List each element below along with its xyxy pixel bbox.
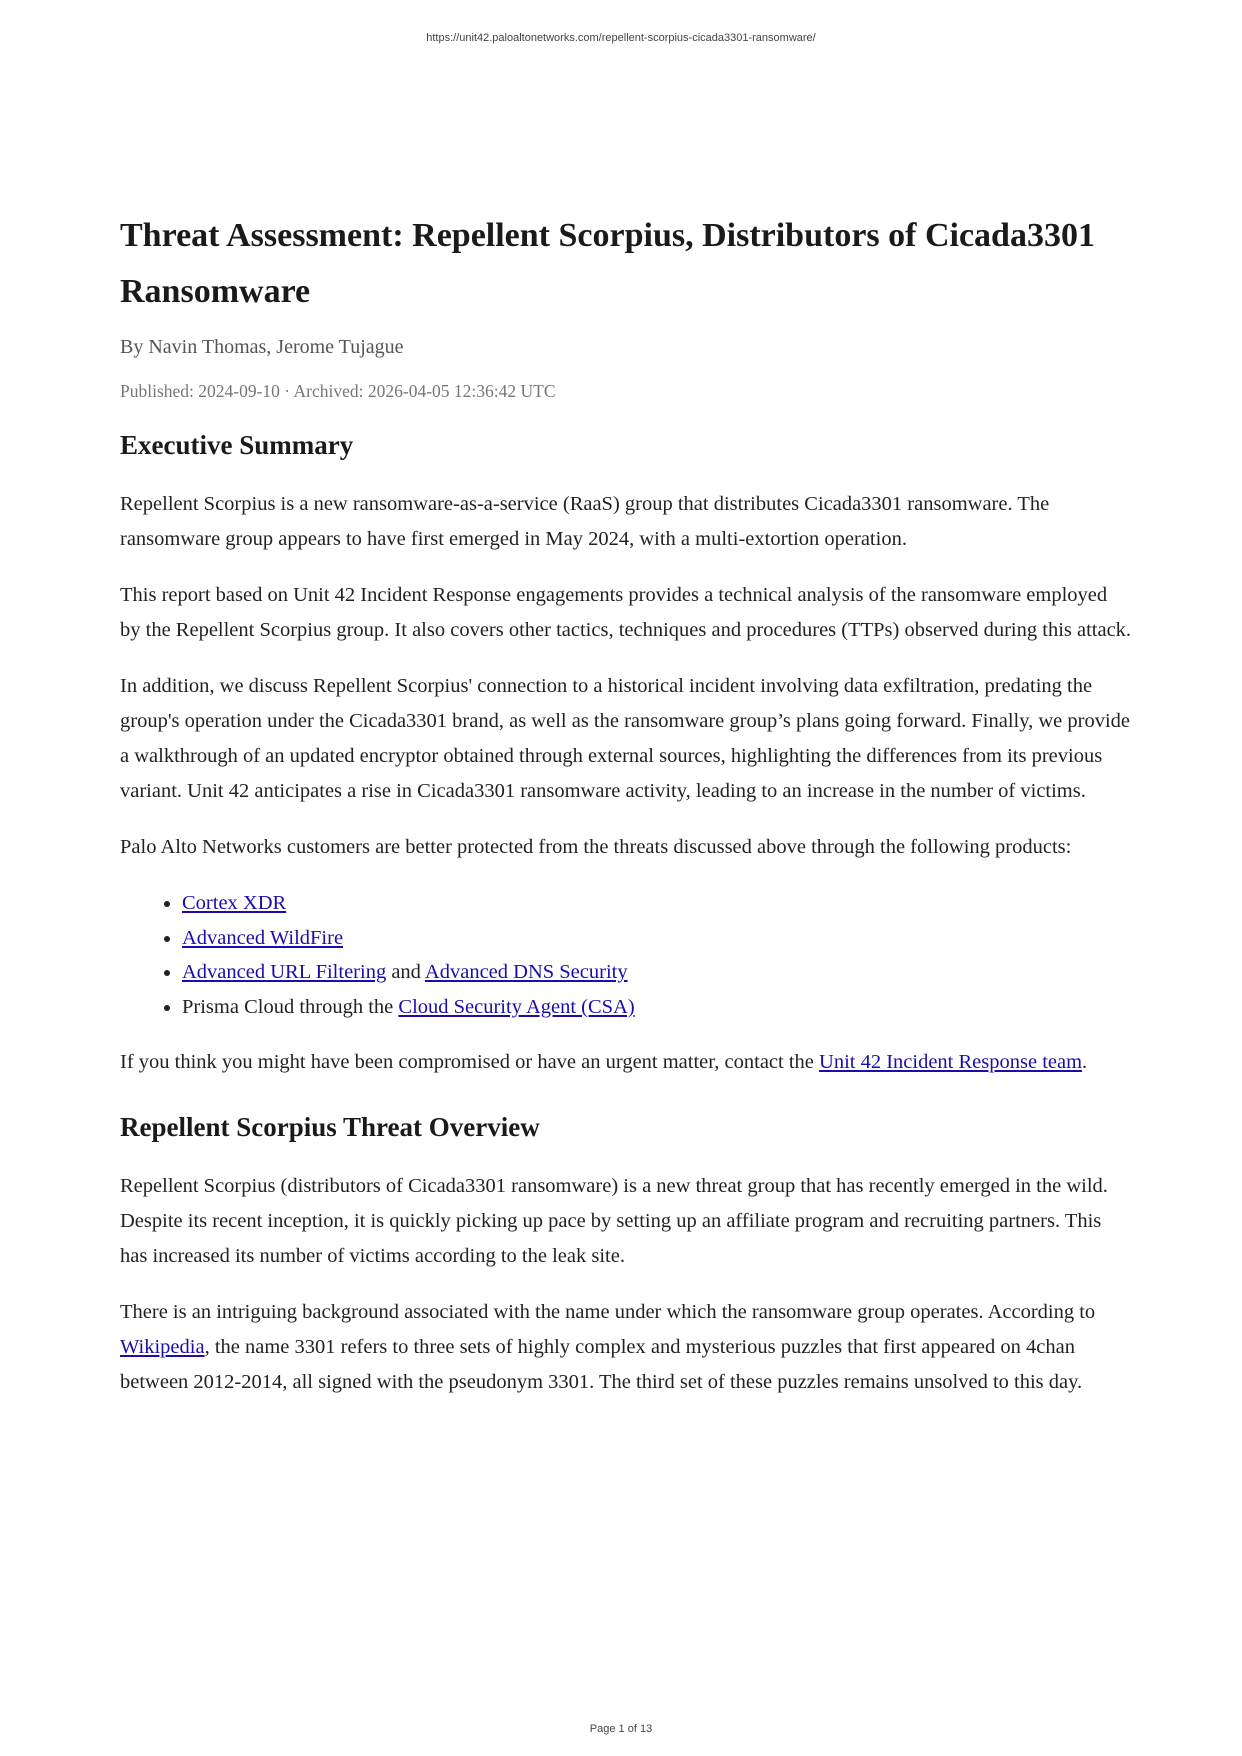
- text: Prisma Cloud through the: [182, 995, 399, 1018]
- list-item: [182, 955, 1132, 990]
- paragraph: Repellent Scorpius is a new ransomware-as-a-service (RaaS) group that distributes Cicada3301 ransomware. The ransomware group appears to have first emerged in May 2024, with a multi-extortion operation.: [120, 493, 1050, 550]
- text: , the name 3301 refers to three sets of highly complex and mysterious puzzles that first appeared on 4chan between 2012-2014, all signed with the pseudonym 3301. The third set of these puzzles remains unsolved to this day.: [120, 1336, 1083, 1393]
- link-incident-response[interactable]: Unit 42 Incident Response team: [819, 1051, 1083, 1073]
- link-advanced-dns-security[interactable]: Advanced DNS Security: [424, 961, 628, 983]
- link-advanced-url-filtering[interactable]: Advanced URL Filtering: [182, 961, 387, 983]
- list-item: [182, 921, 1132, 956]
- paragraph: [120, 1295, 1132, 1400]
- text: and: [386, 961, 425, 983]
- link-advanced-wildfire[interactable]: Advanced WildFire: [182, 926, 344, 949]
- heading-executive-summary: Executive Summary: [120, 430, 354, 460]
- article: [120, 208, 1132, 1421]
- paragraph: This report based on Unit 42 Incident Response engagements provides a technical analysis of the ransomware employed by the Repellent Scorpius group. It also covers other tactics, techniques and procedures (TTPs) observed during this attack.: [120, 584, 1132, 641]
- text: If you think you might have been compromised or have an urgent matter, contact the: [120, 1051, 820, 1073]
- link-wikipedia[interactable]: Wikipedia: [120, 1336, 205, 1358]
- paragraph: Repellent Scorpius (distributors of Cicada3301 ransomware) is a new threat group that has recently emerged in the wild. Despite its recent inception, it is quickly picking up pace by setting up an affiliate program and recruiting partners. This has increased its number of victims according to the leak site.: [120, 1175, 1108, 1267]
- paragraph: Palo Alto Networks customers are better protected from the threats discussed above through the following products:: [120, 836, 1072, 858]
- heading-threat-overview: Repellent Scorpius Threat Overview: [120, 1112, 540, 1142]
- byline: By Navin Thomas, Jerome Tujague: [120, 336, 404, 358]
- paragraph: In addition, we discuss Repellent Scorpius' connection to a historical incident involving data exfiltration, predating the group's operation under the Cicada3301 brand, as well as the ransomware group’s plans going forward. Finally, we provide a walkthrough of an updated encryptor obtained through external sources, highlighting the differences from its previous variant. Unit 42 anticipates a rise in Cicada3301 ransomware activity, leading to an increase in the number of victims.: [120, 675, 1131, 802]
- page-title: Threat Assessment: Repellent Scorpius, Distributors of Cicada3301 Ransomware: [120, 217, 1095, 310]
- text: There is an intriguing background associated with the name under which the ransomware group operates. According to: [120, 1301, 1096, 1323]
- page-url: https://unit42.paloaltonetworks.com/repellent-scorpius-cicada3301-ransomware/: [426, 32, 816, 44]
- link-cloud-security-agent[interactable]: Cloud Security Agent (CSA): [398, 995, 635, 1018]
- paragraph: [120, 1045, 1132, 1080]
- text: .: [1082, 1051, 1088, 1073]
- list-item: [182, 990, 1132, 1025]
- link-cortex-xdr[interactable]: Cortex XDR: [182, 892, 287, 914]
- page-number: Page 1 of 13: [589, 1723, 653, 1735]
- publish-meta: Published: 2024-09-10 · Archived: 2026-04-05 12:36:42 UTC: [120, 381, 556, 401]
- list-item: [182, 886, 1132, 921]
- product-list: [120, 886, 1132, 1024]
